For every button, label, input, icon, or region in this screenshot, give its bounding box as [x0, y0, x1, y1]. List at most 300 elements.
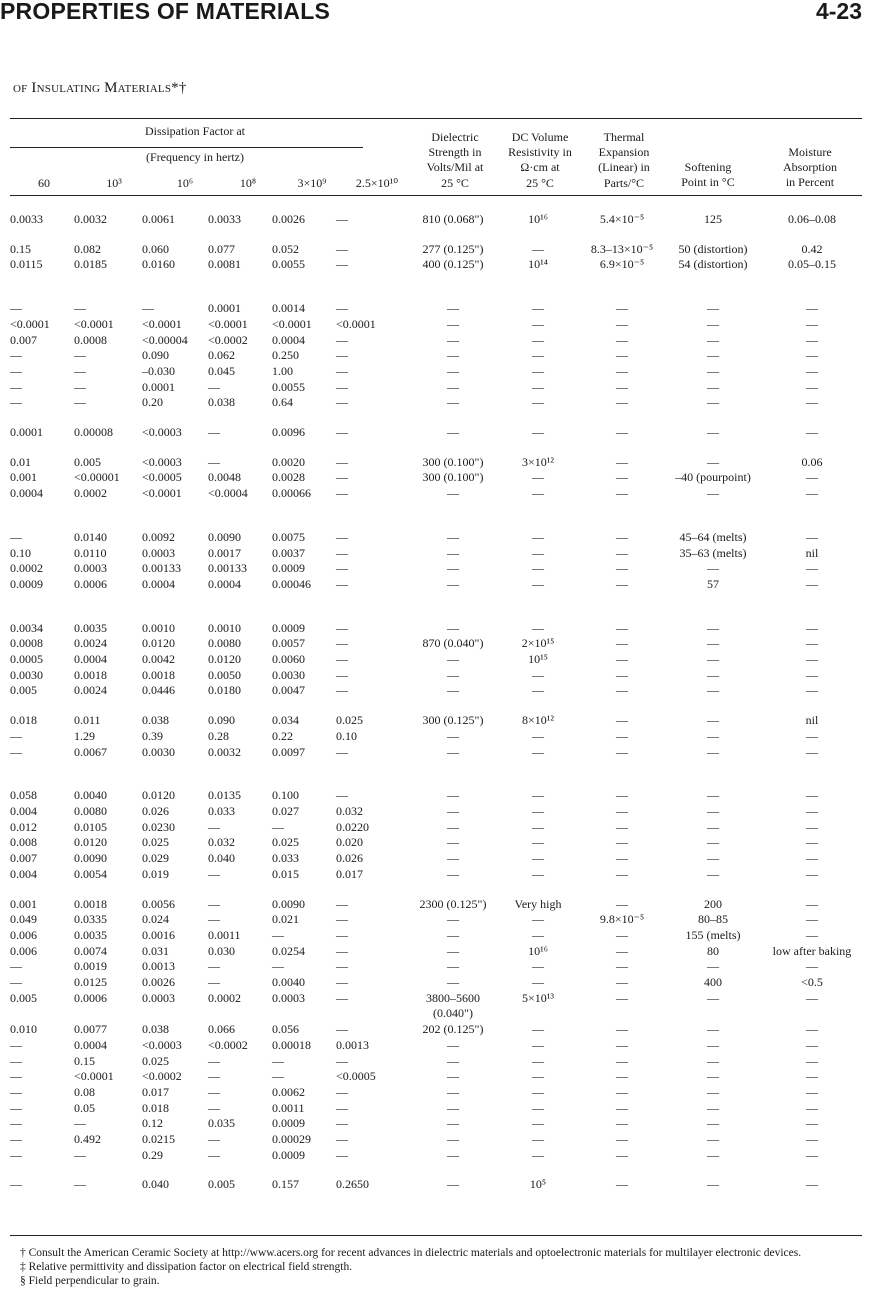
table-cell: —: [806, 1100, 818, 1115]
table-cell: —: [616, 576, 628, 591]
table-cell: —: [447, 561, 459, 576]
table-cell: 10¹⁵: [528, 652, 548, 667]
table-cell: 0.0026: [272, 212, 305, 226]
table-cell: —: [616, 316, 628, 331]
table-cell: —: [806, 788, 818, 803]
table-row: [10, 470, 862, 486]
table-cell: 0.030: [208, 943, 235, 958]
table-cell: —: [806, 1084, 818, 1099]
table-cell: —: [336, 620, 348, 635]
table-group-gap: [10, 883, 862, 897]
table-cell: —: [707, 1069, 719, 1084]
table-cell: 0.00046: [272, 576, 311, 591]
table-cell: —: [447, 1069, 459, 1084]
table-row: [10, 425, 862, 441]
table-cell: —: [707, 1100, 719, 1115]
table-cell: —: [616, 667, 628, 682]
table-cell: 0.00066: [272, 486, 311, 501]
table-cell: —: [532, 561, 544, 576]
table-cell: 0.025: [272, 835, 299, 850]
table-cell: 0.0180: [208, 683, 241, 698]
table-cell: 80: [707, 943, 719, 958]
table-cell: —: [447, 851, 459, 866]
table-cell: —: [336, 332, 348, 347]
table-cell: —: [447, 927, 459, 942]
table-cell: —: [806, 348, 818, 363]
table-cell: 35–63 (melts): [679, 545, 747, 560]
table-group-gap: [10, 441, 862, 455]
table-cell: 0.005: [10, 990, 37, 1005]
table-cell: 0.018: [10, 713, 37, 728]
table-cell: 0.492: [74, 1132, 101, 1147]
table-cell: 0.0024: [74, 636, 107, 651]
table-cell: —: [447, 728, 459, 743]
table-cell: —: [707, 990, 719, 1005]
table-cell: —: [532, 395, 544, 410]
thermal-header: Thermal Expansion (Linear) in Parts/°C: [598, 130, 650, 190]
table-cell: 0.025: [336, 713, 363, 728]
table-cell: 0.0057: [272, 636, 305, 651]
table-cell: —: [532, 975, 544, 990]
table-cell: —: [336, 667, 348, 682]
dielectric-header: Dielectric Strength in Volts/Mil at 25 °C: [426, 130, 484, 190]
table-row: [10, 1148, 862, 1164]
table-cell: —: [532, 803, 544, 818]
table-cell: 0.0105: [74, 819, 107, 834]
table-cell: 57: [707, 576, 719, 591]
table-row: [10, 975, 862, 991]
table-cell: 0.0009: [10, 576, 43, 591]
table-cell: —: [806, 620, 818, 635]
table-cell: 0.026: [142, 803, 169, 818]
table-cell: —: [806, 1037, 818, 1052]
table-cell: 0.001: [10, 470, 37, 485]
table-cell: 0.0011: [272, 1100, 305, 1115]
table-row: [10, 1006, 862, 1022]
table-cell: —: [532, 301, 544, 316]
table-cell: —: [10, 959, 22, 974]
table-cell: 0.020: [336, 835, 363, 850]
table-cell: —: [707, 683, 719, 698]
table-cell: 8×10¹²: [522, 713, 554, 728]
table-cell: 0.0067: [74, 744, 107, 759]
table-cell: 200: [704, 896, 722, 911]
table-cell: <0.0002: [208, 1037, 248, 1052]
table-cell: 0.0017: [208, 545, 241, 560]
freq-header-60: 60: [38, 176, 50, 190]
table-cell: —: [707, 486, 719, 501]
table-cell: —: [447, 835, 459, 850]
table-cell: —: [616, 1037, 628, 1052]
table-cell: —: [707, 561, 719, 576]
table-row: [10, 820, 862, 836]
table-cell: 0.0034: [10, 620, 43, 635]
table-cell: —: [74, 301, 86, 316]
table-cell: 0.0010: [142, 620, 175, 635]
table-cell: —: [616, 470, 628, 485]
table-cell: 202 (0.125"): [422, 1022, 484, 1037]
table-row: [10, 1054, 862, 1070]
table-cell: 3×10¹²: [522, 454, 554, 469]
table-cell: 0.0120: [208, 652, 241, 667]
table-cell: 0.0004: [74, 1037, 107, 1052]
table-cell: [10, 1006, 74, 1022]
table-cell: —: [707, 713, 719, 728]
table-cell: 0.0030: [10, 667, 43, 682]
table-cell: —: [447, 620, 459, 635]
running-title: PROPERTIES OF MATERIALS: [0, 0, 331, 24]
table-cell: —: [707, 652, 719, 667]
table-cell: —: [616, 713, 628, 728]
table-cell: 0.0040: [74, 788, 107, 803]
table-cell: 0.0140: [74, 529, 107, 544]
table-cell: —: [532, 1037, 544, 1052]
table-cell: 5×10¹³: [522, 990, 554, 1005]
table-cell: 0.0135: [208, 788, 241, 803]
table-cell: —: [532, 819, 544, 834]
table-cell: —: [10, 529, 22, 544]
table-cell: 6.9×10⁻⁵: [599, 257, 645, 272]
table-cell: —: [616, 990, 628, 1005]
table-cell: 45–64 (melts): [679, 529, 747, 544]
table-cell: 0.28: [208, 728, 229, 743]
table-cell: —: [336, 241, 348, 256]
table-cell: 0.0062: [272, 1084, 305, 1099]
table-group-gap: [10, 411, 862, 425]
table-cell: 0.0008: [74, 332, 107, 347]
table-group-gap: [10, 593, 862, 607]
table-cell: —: [707, 395, 719, 410]
table-cell: —: [806, 1177, 818, 1192]
table-cell: —: [10, 1069, 22, 1084]
table-cell: —: [616, 819, 628, 834]
table-cell: —: [10, 1053, 22, 1068]
header-bottom-rule: [10, 195, 862, 196]
table-cell: —: [10, 1177, 22, 1192]
table-cell: —: [272, 959, 284, 974]
footnote-double-dagger: ‡ Relative permittivity and dissipation factor on electrical field strength.: [20, 1261, 353, 1273]
table-cell: 300 (0.100"): [422, 470, 484, 485]
table-cell: —: [806, 425, 818, 440]
table-row: [10, 364, 862, 380]
table-cell: [664, 1006, 762, 1022]
table-cell: —: [447, 803, 459, 818]
table-cell: —: [806, 636, 818, 651]
table-cell: —: [707, 744, 719, 759]
table-cell: 0.05: [74, 1100, 95, 1115]
table-cell: —: [336, 470, 348, 485]
table-cell: —: [208, 425, 220, 440]
table-cell: —: [336, 896, 348, 911]
table-cell: —: [707, 332, 719, 347]
table-cell: 0.15: [74, 1053, 95, 1068]
table-cell: <0.0002: [208, 332, 248, 347]
table-cell: —: [707, 1177, 719, 1192]
table-cell: 0.0004: [208, 576, 241, 591]
table-cell: —: [10, 1037, 22, 1052]
table-cell: —: [616, 332, 628, 347]
table-cell: —: [707, 1132, 719, 1147]
table-cell: 0.0032: [208, 744, 241, 759]
table-cell: —: [806, 819, 818, 834]
table-group-gap: [10, 273, 862, 287]
table-cell: <0.0001: [142, 486, 182, 501]
table-cell: —: [616, 486, 628, 501]
table-cell: —: [447, 379, 459, 394]
table-cell: —: [336, 1132, 348, 1147]
table-cell: —: [10, 301, 22, 316]
table-cell: —: [806, 316, 818, 331]
table-cell: —: [208, 1069, 220, 1084]
table-cell: —: [74, 1147, 86, 1162]
table-cell: —: [707, 1037, 719, 1052]
table-cell: 0.0004: [74, 652, 107, 667]
frequency-group-header: (Frequency in hertz): [146, 150, 244, 164]
table-cell: 2300 (0.125"): [419, 896, 487, 911]
table-body: [10, 212, 862, 1193]
table-cell: <0.0003: [142, 425, 182, 440]
table-row: [10, 668, 862, 684]
table-cell: —: [447, 652, 459, 667]
table-cell: —: [447, 486, 459, 501]
table-cell: —: [208, 866, 220, 881]
table-cell: 0.026: [336, 851, 363, 866]
table-cell: —: [447, 1116, 459, 1131]
table-cell: —: [707, 379, 719, 394]
table-cell: 0.157: [272, 1177, 299, 1192]
table-cell: 125: [704, 212, 722, 226]
table-cell: —: [616, 301, 628, 316]
table-cell: [762, 1006, 862, 1022]
table-cell: —: [447, 819, 459, 834]
table-cell: —: [336, 545, 348, 560]
table-row: [10, 959, 862, 975]
table-cell: 0.0040: [272, 975, 305, 990]
table-cell: 0.0075: [272, 529, 305, 544]
table-cell: —: [532, 1116, 544, 1131]
table-cell: 9.8×10⁻⁵: [599, 912, 645, 927]
table-cell: 0.0018: [74, 896, 107, 911]
table-cell: —: [616, 1147, 628, 1162]
table-cell: —: [616, 1116, 628, 1131]
table-cell: 0.0006: [74, 576, 107, 591]
table-cell: —: [336, 561, 348, 576]
table-cell: —: [806, 486, 818, 501]
table-cell: 0.0055: [272, 379, 305, 394]
table-cell: 0.0013: [142, 959, 175, 974]
table-cell: 0.005: [74, 454, 101, 469]
table-cell: 0.0035: [74, 620, 107, 635]
table-cell: —: [208, 1132, 220, 1147]
table-cell: 0.00133: [142, 561, 181, 576]
table-cell: —: [447, 1147, 459, 1162]
table-cell: —: [74, 1116, 86, 1131]
table-cell: 0.22: [272, 728, 293, 743]
table-cell: 0.056: [272, 1022, 299, 1037]
table-cell: <0.5: [801, 975, 823, 990]
table-cell: —: [447, 912, 459, 927]
table-cell: —: [336, 257, 348, 272]
table-row: [10, 1101, 862, 1117]
table-cell: —: [532, 1100, 544, 1115]
table-cell: —: [208, 1147, 220, 1162]
table-row: [10, 652, 862, 668]
table-cell: —: [806, 1069, 818, 1084]
table-cell: 0.10: [10, 545, 31, 560]
table-row: [10, 577, 862, 593]
table-cell: 0.011: [74, 713, 101, 728]
table-cell: —: [336, 1100, 348, 1115]
table-cell: —: [616, 363, 628, 378]
table-cell: 0.0097: [272, 744, 305, 759]
table-cell: 0.0110: [74, 545, 107, 560]
table-cell: 0.15: [10, 241, 31, 256]
table-cell: —: [10, 975, 22, 990]
table-cell: <0.00001: [74, 470, 120, 485]
table-cell: 0.0230: [142, 819, 175, 834]
table-cell: —: [806, 866, 818, 881]
table-cell: —: [10, 744, 22, 759]
table-cell: 0.00018: [272, 1037, 311, 1052]
table-cell: —: [447, 425, 459, 440]
table-cell: —: [707, 363, 719, 378]
table-cell: —: [707, 301, 719, 316]
table-cell: —: [707, 851, 719, 866]
table-cell: 0.034: [272, 713, 299, 728]
table-cell: —: [336, 1084, 348, 1099]
table-cell: —: [447, 301, 459, 316]
table-cell: —: [447, 576, 459, 591]
table-cell: —: [336, 652, 348, 667]
table-cell: —: [10, 395, 22, 410]
table-cell: —: [532, 835, 544, 850]
table-cell: <0.0001: [142, 316, 182, 331]
table-cell: —: [707, 1116, 719, 1131]
table-cell: 0.062: [208, 348, 235, 363]
table-cell: —: [616, 927, 628, 942]
table-cell: 0.0018: [142, 667, 175, 682]
table-cell: —: [336, 529, 348, 544]
freq-header-1e3: 10³: [106, 176, 122, 190]
table-cell: —: [616, 683, 628, 698]
table-bottom-rule: [10, 1235, 862, 1236]
table-cell: [74, 1006, 142, 1022]
table-cell: —: [10, 363, 22, 378]
table-cell: —: [707, 819, 719, 834]
table-cell: —: [616, 1132, 628, 1147]
table-cell: —: [532, 927, 544, 942]
table-cell: —: [616, 1069, 628, 1084]
table-cell: —: [616, 1053, 628, 1068]
table-cell: 0.0056: [142, 896, 175, 911]
table-cell: nil: [805, 713, 819, 728]
table-cell: —: [336, 425, 348, 440]
table-cell: —: [532, 1069, 544, 1084]
table-cell: —: [532, 1053, 544, 1068]
table-cell: —: [532, 1084, 544, 1099]
table-cell: —: [447, 943, 459, 958]
table-row: [10, 561, 862, 577]
table-cell: —: [806, 379, 818, 394]
table-cell: —: [447, 667, 459, 682]
table-cell: 0.0032: [74, 212, 107, 226]
table-cell: 0.0050: [208, 667, 241, 682]
table-cell: —: [616, 620, 628, 635]
table-cell: —: [806, 529, 818, 544]
table-cell: 0.0115: [10, 257, 43, 272]
table-cell: —: [447, 545, 459, 560]
table-cell: 0.0019: [74, 959, 107, 974]
table-cell: 0.004: [10, 866, 37, 881]
table-cell: —: [336, 486, 348, 501]
table-group-gap: [10, 228, 862, 242]
table-cell: <0.0001: [208, 316, 248, 331]
table-cell: —: [447, 316, 459, 331]
table-cell: 0.0092: [142, 529, 175, 544]
table-cell: <0.0004: [208, 486, 248, 501]
table-row: [10, 1132, 862, 1148]
table-row: [10, 530, 862, 546]
table-cell: 8.3–13×10⁻⁵: [590, 241, 654, 256]
table-cell: —: [532, 486, 544, 501]
table-group-gap: [10, 760, 862, 774]
table-cell: 0.0077: [74, 1022, 107, 1037]
table-cell: 0.0009: [272, 1147, 305, 1162]
table-cell: 810 (0.068"): [422, 212, 484, 226]
table-cell: —: [447, 1037, 459, 1052]
table-cell: 0.015: [272, 866, 299, 881]
table-cell: 0.0006: [74, 990, 107, 1005]
table-cell: —: [447, 1084, 459, 1099]
table-row: [10, 835, 862, 851]
table-cell: —: [707, 636, 719, 651]
table-cell: 0.033: [272, 851, 299, 866]
table-top-rule: [10, 118, 862, 119]
table-cell: 0.006: [10, 943, 37, 958]
table-cell: —: [10, 1132, 22, 1147]
table-group-gap: [10, 774, 862, 788]
table-row: [10, 1177, 862, 1193]
table-cell: 0.100: [272, 788, 299, 803]
table-cell: 0.038: [208, 395, 235, 410]
table-cell: 0.005: [10, 683, 37, 698]
table-cell: —: [616, 395, 628, 410]
table-cell: —: [532, 728, 544, 743]
table-cell: —: [272, 819, 284, 834]
table-cell: —: [532, 959, 544, 974]
table-cell: 0.06: [801, 454, 823, 469]
table-row: [10, 212, 862, 228]
table-cell: —: [806, 667, 818, 682]
page-header: [0, 0, 878, 30]
table-cell: 0.0026: [142, 975, 175, 990]
table-cell: [272, 1006, 336, 1022]
table-cell: 0.0096: [272, 425, 305, 440]
table-cell: —: [336, 454, 348, 469]
table-cell: —: [336, 212, 348, 226]
table-cell: —: [447, 363, 459, 378]
table-cell: 0.29: [142, 1147, 163, 1162]
table-cell: —: [532, 1022, 544, 1037]
table-cell: —: [707, 866, 719, 881]
table-cell: 0.082: [74, 241, 101, 256]
table-cell: —: [336, 576, 348, 591]
table-cell: Very high: [514, 896, 562, 911]
table-cell: —: [532, 576, 544, 591]
table-cell: 0.0047: [272, 683, 305, 698]
table-cell: —: [532, 379, 544, 394]
table-cell: —: [616, 835, 628, 850]
